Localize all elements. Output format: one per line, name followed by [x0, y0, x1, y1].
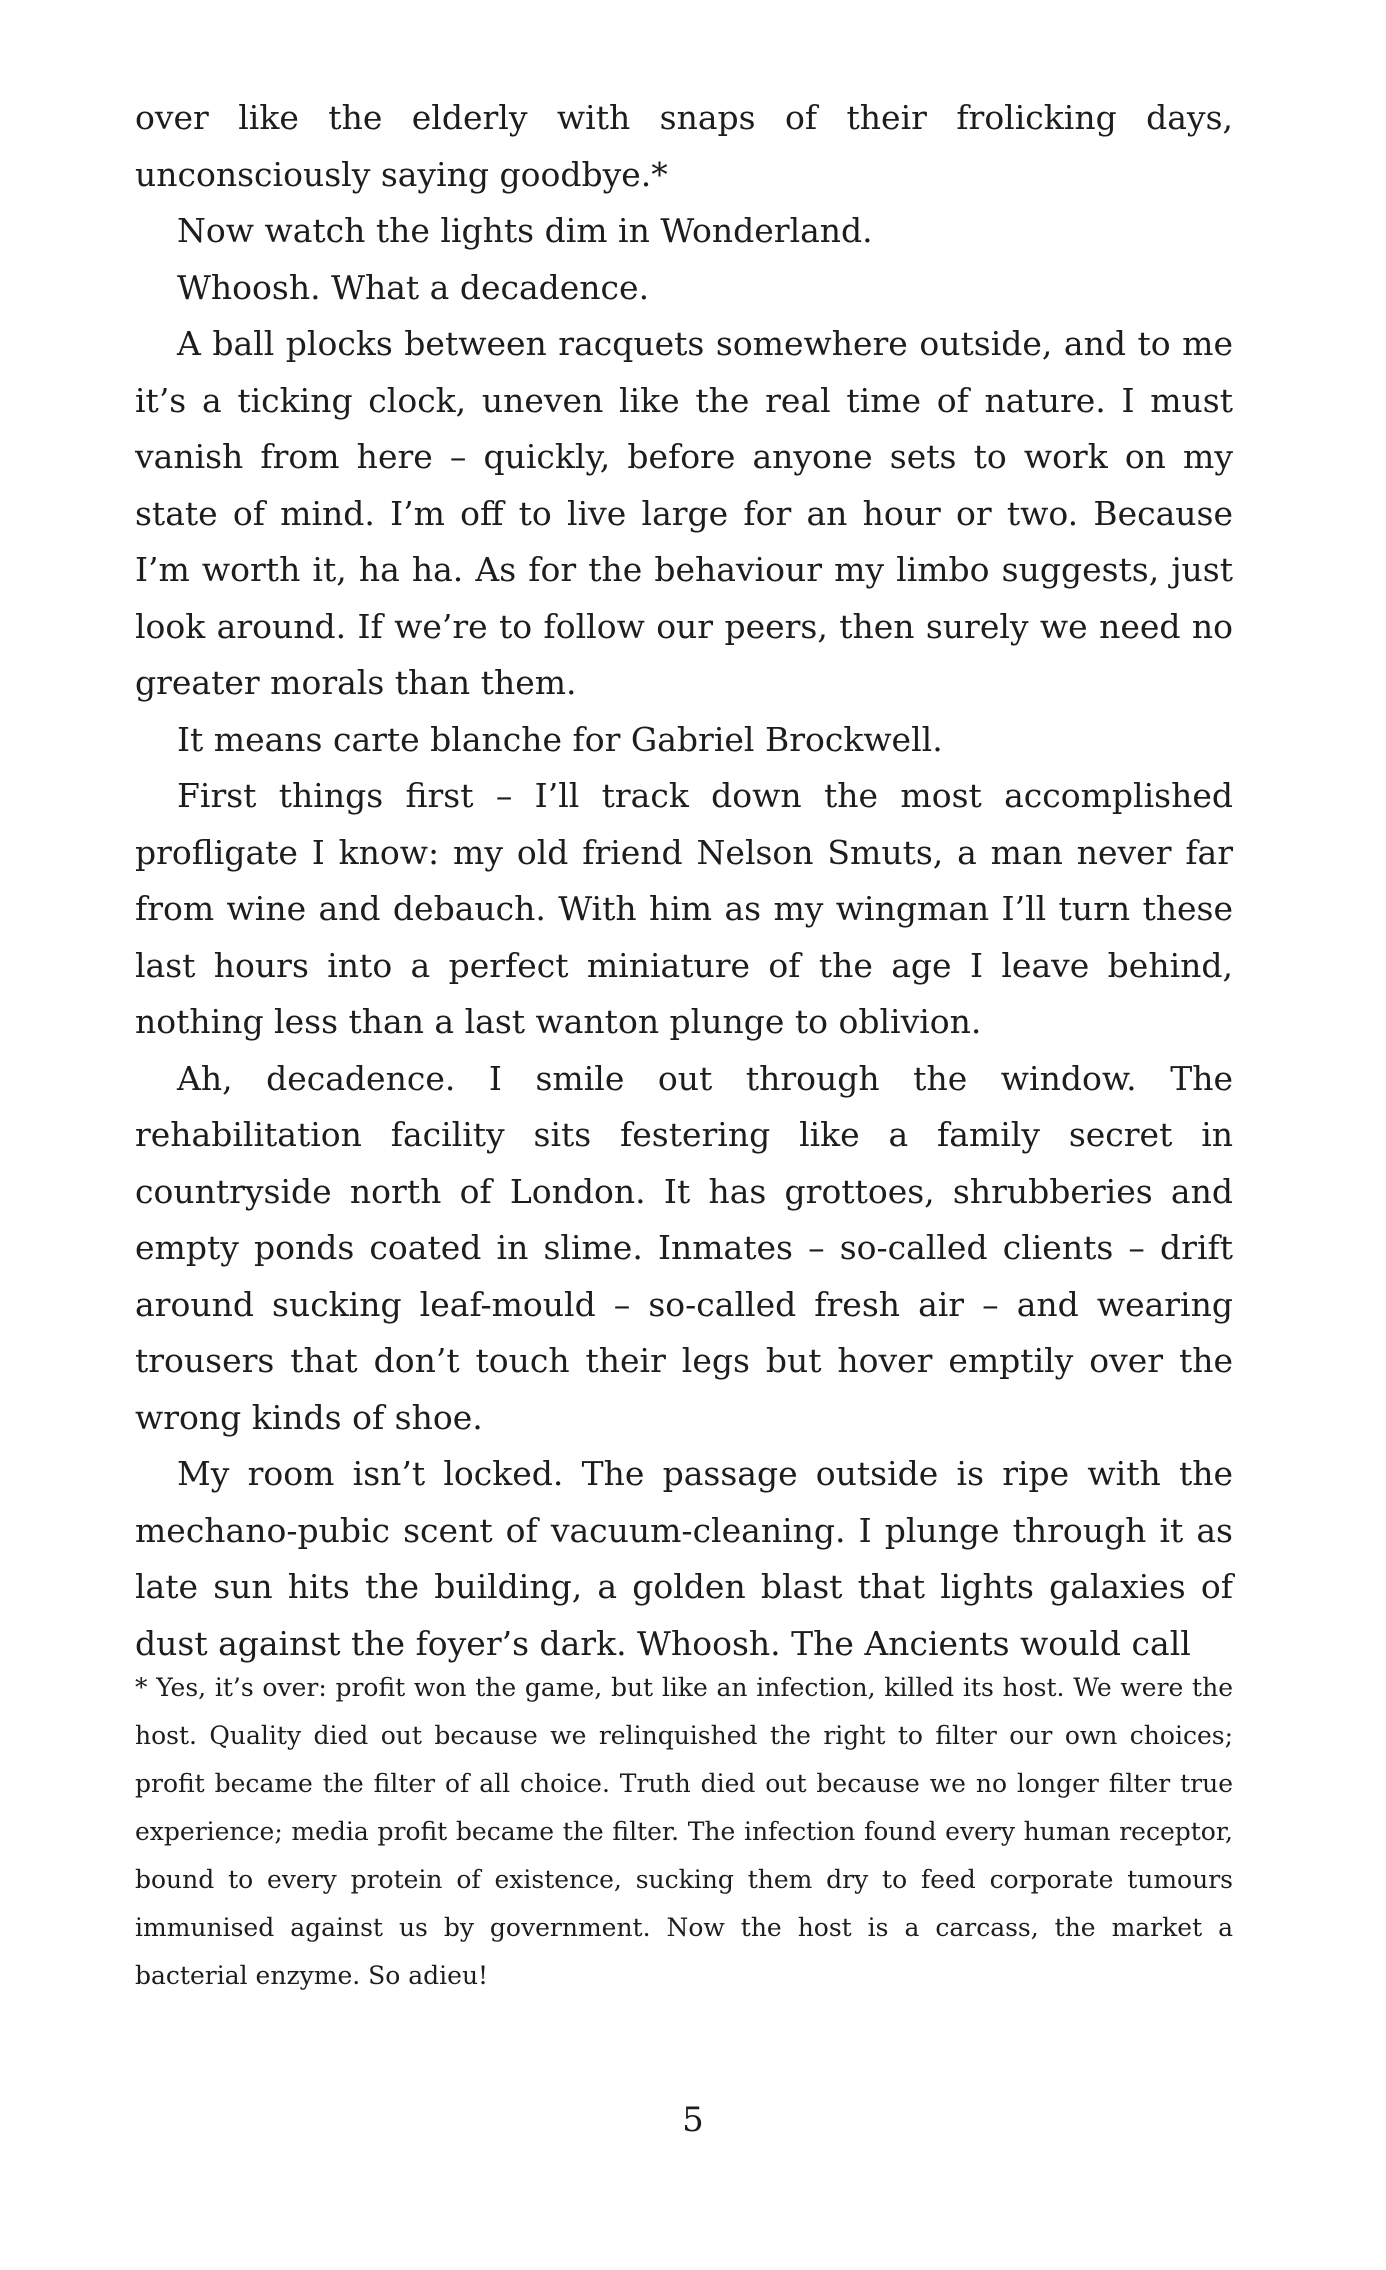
footnote: * Yes, it’s over: profit won the game, but like an infection, killed its host. We were the host. Quality died out because we relinquished the right to filter our own choices; profit became the filter of all choice. Truth died out because we no longer filter true experience; media profit became the filter. The infection found every human receptor, bound to every protein of existence, sucking them dry to feed corporate tumours immunised against us by government. Now the host is a carcass, the market a bacterial enzyme. So adieu! — [135, 1673, 1233, 1990]
paragraph: Now watch the lights dim in Wonderland. — [177, 211, 873, 250]
footnotes — [135, 1664, 1233, 2000]
paragraph: Ah, decadence. I smile out through the window. The rehabilitation facility sits festering like a family secret in countryside north of London. It has grottoes, shrubberies and empty ponds coated in slime. Inmates – so-called clients – drift around sucking leaf-mould – so-called fresh air – and wearing trousers that don’t touch their legs but hover emptily over the wrong kinds of shoe. — [135, 1058, 1233, 1437]
paragraph: A ball plocks between racquets somewhere outside, and to me it’s a ticking clock, uneven like the real time of nature. I must vanish from here – quickly, before anyone sets to work on my state of mind. I’m off to live large for an hour or two. Because I’m worth it, ha ha. As for the behaviour my limbo suggests, just look around. If we’re to follow our peers, then surely we need no greater morals than them. — [135, 324, 1233, 702]
page-number: 5 — [682, 2100, 704, 2140]
paragraph: It means carte blanche for Gabriel Brockwell. — [177, 719, 943, 759]
paragraph: over like the elderly with snaps of their frolicking days, unconsciously saying goodbye.* — [135, 98, 1233, 194]
paragraph: Whoosh. What a decadence. — [177, 267, 650, 307]
main-text — [135, 90, 1233, 1672]
page-body — [135, 90, 1233, 1672]
paragraph: My room isn’t locked. The passage outside is ripe with the mechano-pubic scent of vacuum-cleaning. I plunge through it as late sun hits the building, a golden blast that lights galaxies of dust against the foyer’s dark. Whoosh. The Ancients would call — [135, 1454, 1233, 1663]
paragraph: First things first – I’ll track down the most accomplished profligate I know: my old friend Nelson Smuts, a man never far from wine and debauch. With him as my wingman I’ll turn these last hours into a perfect miniature of the age I leave behind, nothing less than a last wanton plunge to oblivion. — [135, 776, 1233, 1041]
